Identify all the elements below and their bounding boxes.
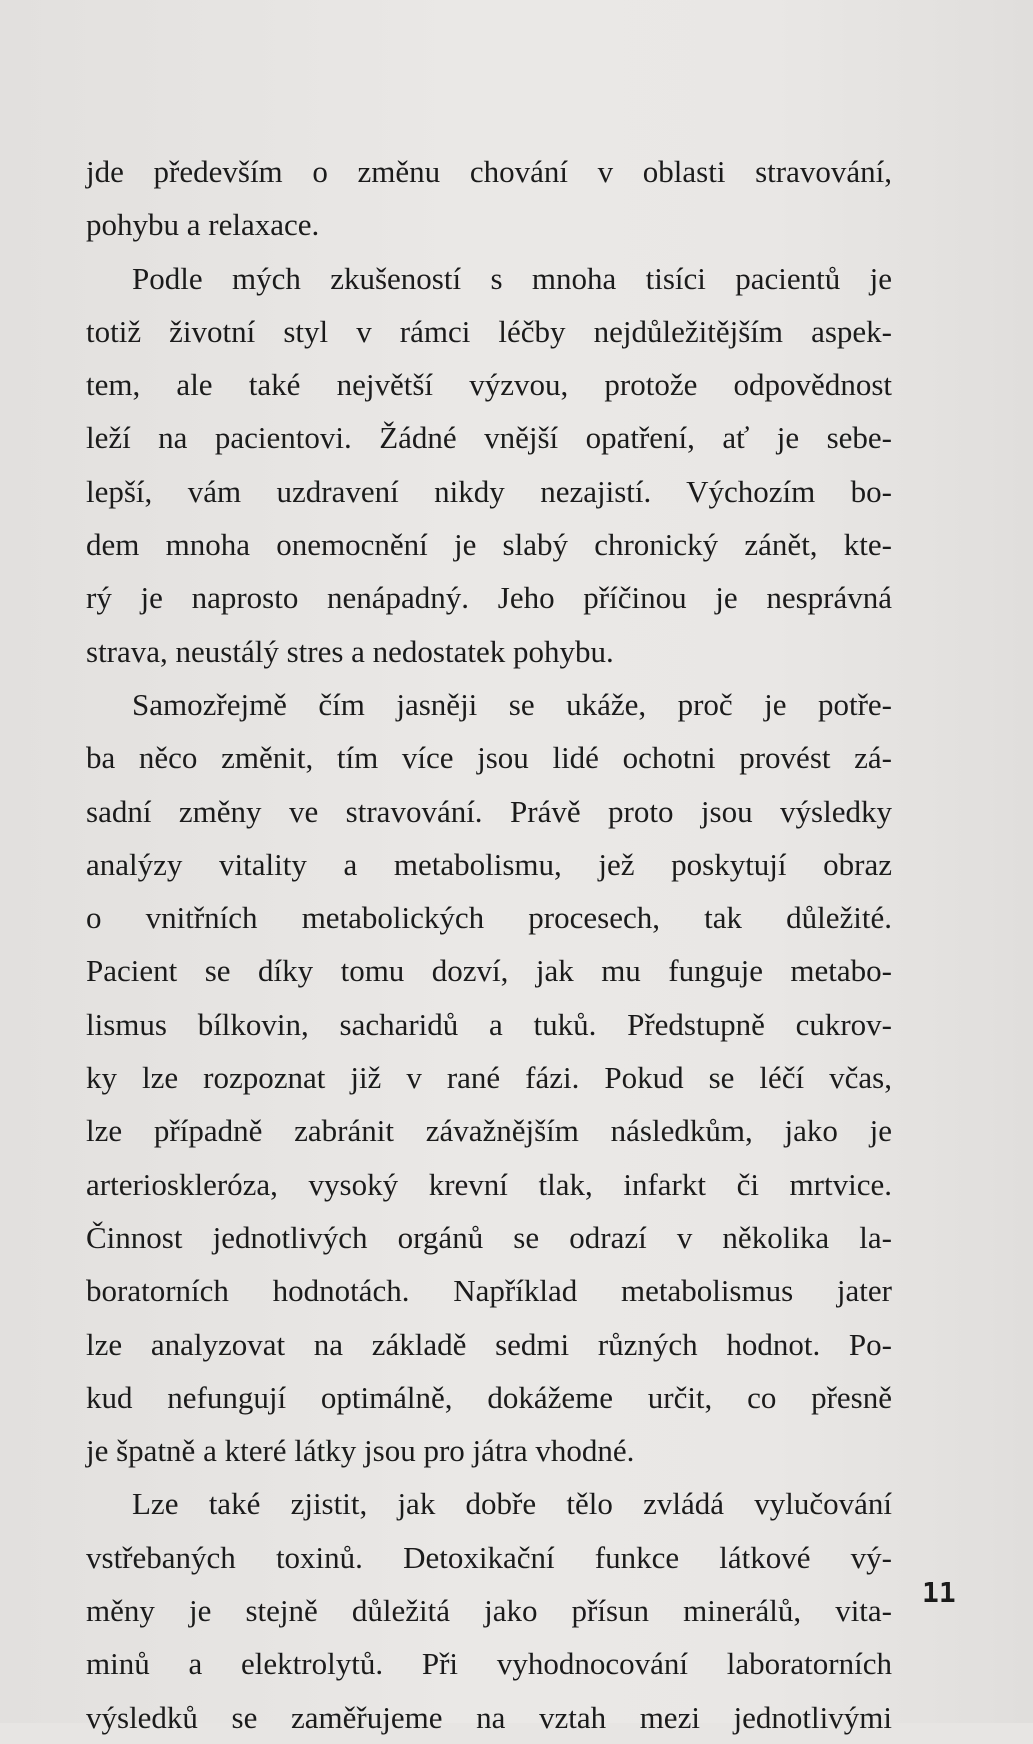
text-line: je špatně a které látky jsou pro játra vhodné.: [86, 1433, 635, 1469]
text-line: totiž životní styl v rámci léčby nejdůležitějším aspek-: [86, 313, 892, 349]
text-line: sadní změny ve stravování. Právě proto jsou výsledky: [86, 793, 892, 829]
text-line: ba něco změnit, tím více jsou lidé ochotni provést zá-: [86, 740, 892, 776]
text-line: kud nefungují optimálně, dokážeme určit, co přesně: [86, 1379, 892, 1415]
text-line: výsledků se zaměřujeme na vztah mezi jednotlivými: [86, 1699, 892, 1735]
page-number: 11: [922, 1576, 956, 1609]
body-text: [86, 145, 892, 1744]
text-line: analýzy vitality a metabolismu, jež poskytují obraz: [86, 846, 892, 882]
text-line: leží na pacientovi. Žádné vnější opatření, ať je sebe-: [86, 420, 892, 456]
text-line: měny je stejně důležitá jako přísun minerálů, vita-: [86, 1593, 892, 1629]
text-line: dem mnoha onemocnění je slabý chronický zánět, kte-: [86, 527, 892, 563]
text-line: arterioskleróza, vysoký krevní tlak, infarkt či mrtvice.: [86, 1166, 892, 1202]
text-line: pohybu a relaxace.: [86, 207, 320, 243]
text-line: lze případně zabránit závažnějším následkům, jako je: [86, 1113, 892, 1149]
text-line: Lze také zjistit, jak dobře tělo zvládá vylučování: [132, 1486, 892, 1522]
text-line: ky lze rozpoznat již v rané fázi. Pokud se léčí včas,: [86, 1060, 892, 1096]
text-line: minů a elektrolytů. Při vyhodnocování laboratorních: [86, 1646, 892, 1682]
text-line: Činnost jednotlivých orgánů se odrazí v několika la-: [86, 1219, 892, 1255]
text-line: strava, neustálý stres a nedostatek pohybu.: [86, 633, 614, 669]
text-line: rý je naprosto nenápadný. Jeho příčinou je nesprávná: [86, 580, 892, 616]
text-line: lismus bílkovin, sacharidů a tuků. Předstupně cukrov-: [86, 1006, 892, 1042]
text-line: lepší, vám uzdravení nikdy nezajistí. Výchozím bo-: [86, 473, 892, 509]
text-line: Pacient se díky tomu dozví, jak mu funguje metabo-: [86, 953, 892, 989]
text-line: tem, ale také největší výzvou, protože odpovědnost: [86, 367, 892, 403]
text-line: Podle mých zkušeností s mnoha tisíci pacientů je: [132, 260, 892, 296]
text-line: vstřebaných toxinů. Detoxikační funkce látkové vý-: [86, 1539, 892, 1575]
text-line: o vnitřních metabolických procesech, tak důležité.: [86, 900, 892, 936]
text-line: Samozřejmě čím jasněji se ukáže, proč je potře-: [132, 686, 892, 722]
text-line: lze analyzovat na základě sedmi různých hodnot. Po-: [86, 1326, 892, 1362]
text-line: jde především o změnu chování v oblasti stravování,: [86, 154, 892, 189]
text-line: boratorních hodnotách. Například metabolismus jater: [86, 1273, 892, 1309]
